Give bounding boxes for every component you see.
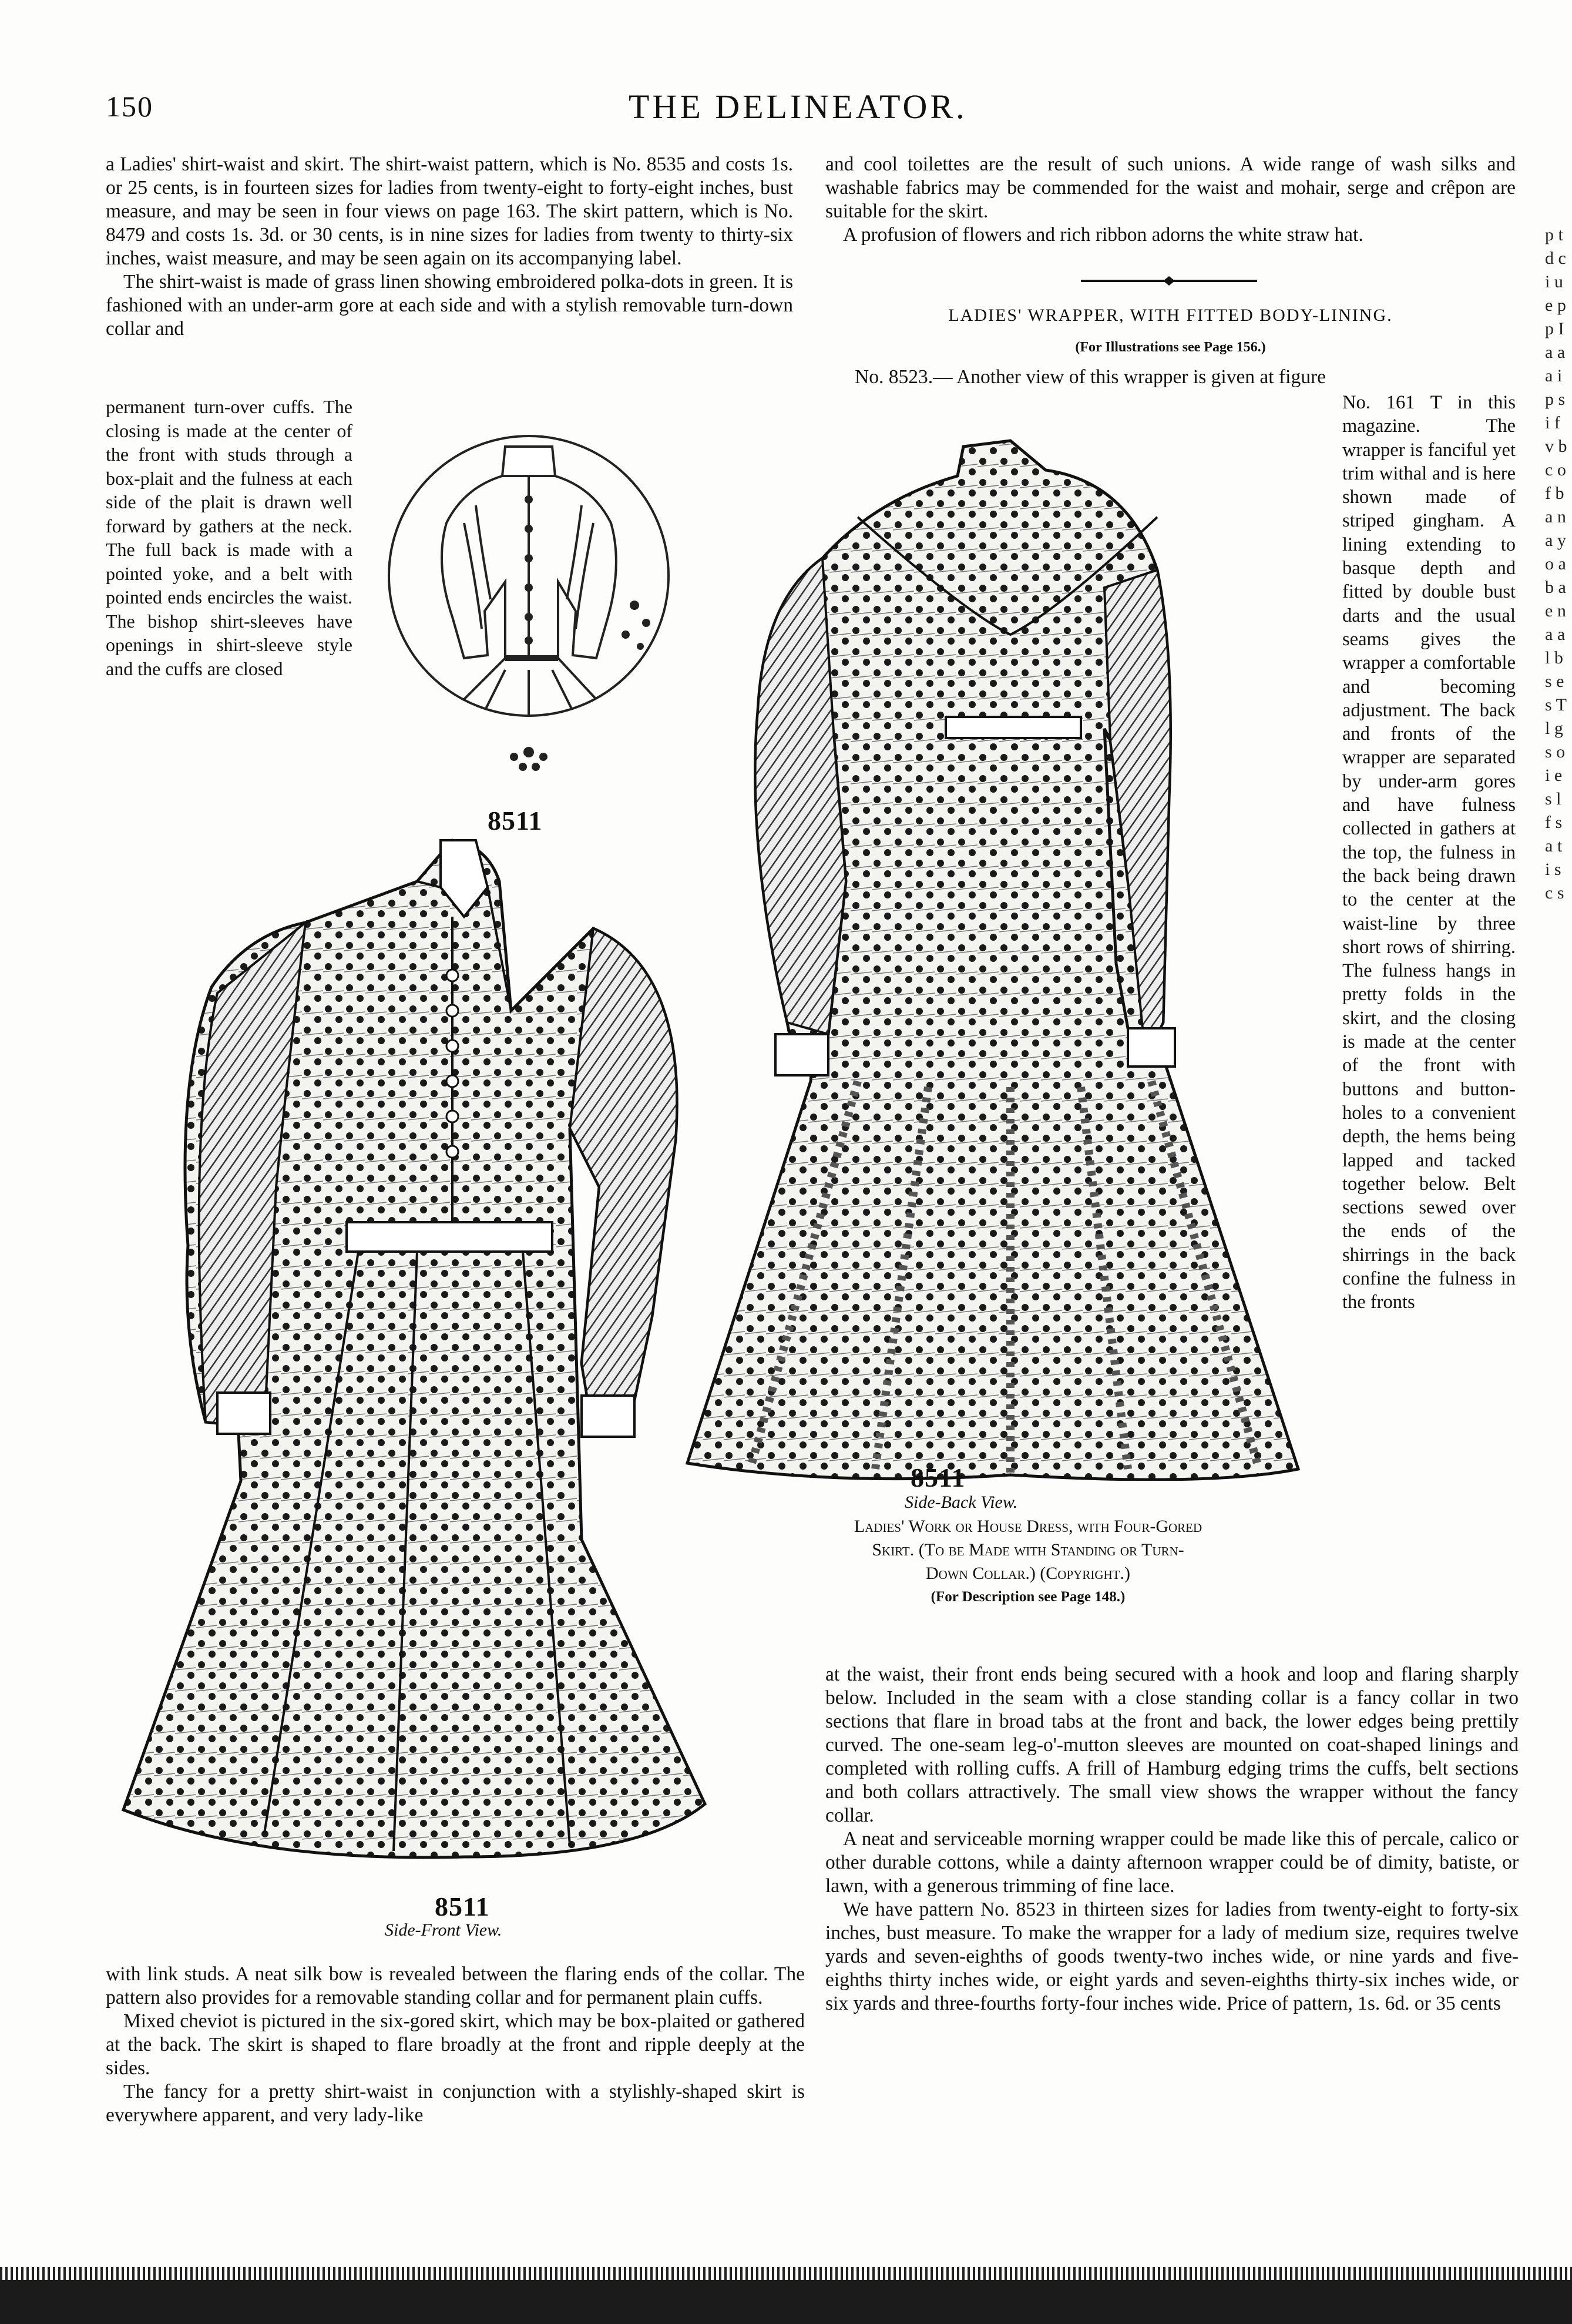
right-column-bottom (825, 1663, 1519, 2016)
left-bottom-paragraph-3: The fancy for a pretty shirt-waist in conjunction with a stylishly-shaped skirt is everywhere apparent, and very lady-like (106, 2081, 805, 2126)
right-column-top (825, 153, 1516, 247)
side-back-view-caption: Side-Back View. (905, 1493, 1018, 1512)
right-bottom-paragraph-3: We have pattern No. 8523 in thirteen sizes for ladies from twenty-eight to forty-six inches, bust measure. To make the wrapper for a lady of medium size, requires twelve yards and seven-eighths of goods twenty-two inches wide, or nine yards and five-eighths thirty inches wide, or eight yards and seven-eighths thirty-six inches wide, or six yards and three-fourths forty-four inches wide. Price of pattern, 1s. 6d. or 35 cents (825, 1899, 1519, 2014)
section-title: LADIES' WRAPPER, WITH FITTED BODY-LINING. (948, 306, 1393, 325)
left-paragraph-1: a Ladies' shirt-waist and skirt. The shirt-waist pattern, which is No. 8535 and costs 1s. or 25 cents, is in fourteen sizes for ladies from twenty-eight to forty-eight inches, bust measure, and may be seen in four views on page 163. The skirt pattern, which is No. 8479 and costs 1s. 3d. or 30 cents, is in nine sizes for ladies from twenty to thirty-six inches, waist measure, and may be seen again on its accompanying label. (106, 153, 793, 269)
adjacent-page-edge-fragment: p t d c i u e p p I a a a i p s i f v b c o f b a n a y o a b a e n a a l b s e s T l g s o i e s l f s a t i s c s (1545, 225, 1567, 903)
left-paragraph-2: The shirt-waist is made of grass linen showing embroidered polka-dots in green. It is fashioned with an under-arm gore at each side and with a stylish removable turn-down collar and (106, 271, 793, 340)
right-bottom-paragraph-1: at the waist, their front ends being secured with a hook and loop and flaring sharply below. Included in the seam with a close standing collar is a fancy collar in two sections that flare in broad tabs at the front and back, the lower edges being prettily curved. The one-seam leg-o'-mutton sleeves are mounted on coat-shaped linings and completed with rolling cuffs. A frill of Hamburg edging trims the cuffs, belt sections and both collars attractively. The small view shows the wrapper without the fancy collar. (825, 1664, 1519, 1826)
side-back-figure-number: 8511 (911, 1463, 966, 1493)
dress-caption-line-1: Ladies' Work or House Dress, with Four-Gored (854, 1517, 1202, 1536)
section-note: (For Illustrations see Page 156.) (1075, 340, 1266, 355)
side-front-view-caption: Side-Front View. (385, 1920, 502, 1940)
right-paragraph-2: A profusion of flowers and rich ribbon adorns the white straw hat. (843, 224, 1363, 246)
dress-caption-line-2: Skirt. (To be Made with Standing or Turn- (872, 1540, 1184, 1560)
left-column-bottom (106, 1963, 805, 2127)
dress-caption-note: (For Description see Page 148.) (931, 1589, 1126, 1605)
small-view-dress-illustration (388, 435, 717, 799)
left-wrap-text-block (106, 395, 352, 680)
side-back-view-dress-illustration (681, 435, 1333, 1481)
side-front-view-dress-illustration (112, 834, 758, 1880)
left-wrap-paragraph: permanent turn-over cuffs. The closing is made at the center of the front with studs through a box-plait and the fulness at each side of the plait is drawn well forward by gathers at the neck. The full back is made with a pointed yoke, and a belt with pointed ends encircles the waist. The bishop shirt-sleeves have openings in shirt-sleeve style and the cuffs are closed (106, 396, 352, 679)
dress-caption-line-3: Down Collar.) (Copyright.) (926, 1564, 1130, 1583)
small-view-figure-number: 8511 (488, 806, 543, 836)
left-bottom-paragraph-2: Mixed cheviot is pictured in the six-gored skirt, which may be box-plaited or gathered at the back. The skirt is shaped to flare broadly at the front and ripple deeply at the sides. (106, 2010, 805, 2079)
scan-edge-pattern (0, 2267, 1572, 2280)
section-first-line: No. 8523.— Another view of this wrapper is given at figure (855, 366, 1326, 388)
right-bottom-paragraph-2: A neat and serviceable morning wrapper could be made like this of percale, calico or other durable cottons, while a dainty afternoon wrapper could be of dimity, batiste, or lawn, with a generous trimming of fine lace. (825, 1828, 1519, 1897)
left-bottom-paragraph-1: with link studs. A neat silk bow is revealed between the flaring ends of the collar. The pattern also provides for a removable standing collar and for permanent plain cuffs. (106, 1963, 805, 2008)
right-narrow-paragraph: No. 161 T in this magazine. The wrapper is fanciful yet trim withal and is here shown made of striped gingham. A lining extending to basque depth and fitted by double bust darts and the usual seams gives the wrapper a comfortable and becoming adjustment. The back and fronts of the wrapper are separated by under-arm gores and have fulness collected in gathers at the top, the fulness in the back being drawn to the center at the waist-line by three short rows of shirring. The fulness hangs in pretty folds in the skirt, and the closing is made at the center of the front with buttons and button-holes to a convenient depth, the hems being lapped and tacked together below. Belt sections sewed over the ends of the shirrings in the back confine the fulness in the fronts (1342, 392, 1516, 1313)
left-column-top (106, 153, 793, 341)
section-divider-ornament (1081, 275, 1257, 287)
scan-bottom-band (0, 2280, 1572, 2324)
right-narrow-text-block (1342, 391, 1516, 1314)
dress-caption-block (746, 1515, 1310, 1609)
side-front-figure-number: 8511 (435, 1892, 490, 1921)
page-number: 150 (106, 90, 153, 123)
right-paragraph-1: and cool toilettes are the result of such unions. A wide range of wash silks and washable fabrics may be commended for the waist and mohair, serge and crêpon are suitable for the skirt. (825, 153, 1516, 222)
magazine-title: THE DELINEATOR. (629, 88, 968, 126)
